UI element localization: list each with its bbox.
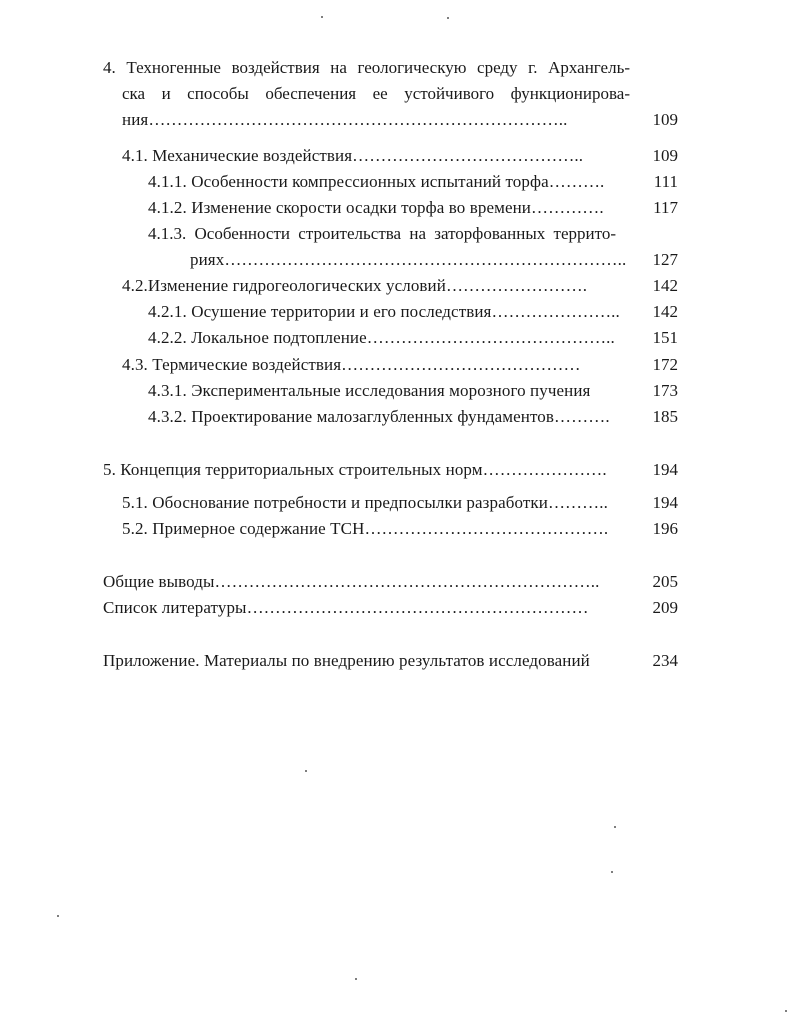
toc-s412-page: 117 [653, 198, 678, 217]
toc-s432: 4.3.2. Проектирование малозаглубленных фундаментов………. [148, 407, 610, 426]
toc-s431-page: 173 [652, 381, 678, 400]
toc-s52: 5.2. Примерное содержание ТСН……………………………………. [122, 519, 609, 538]
toc-s51-page: 194 [652, 493, 678, 512]
toc-s432-page: 185 [652, 407, 678, 426]
toc-conclusions-page: 205 [652, 572, 678, 591]
scan-speck [785, 1010, 787, 1012]
toc-s51: 5.1. Обоснование потребности и предпосылки разработки……….. [122, 493, 608, 512]
scan-speck [57, 915, 59, 917]
toc-ch4-line3: ния……………………………………………………………….. [122, 110, 568, 129]
toc-appendix: Приложение. Материалы по внедрению результатов исследований [103, 651, 590, 670]
toc-s412: 4.1.2. Изменение скорости осадки торфа во времени…………. [148, 198, 604, 217]
toc-s43-page: 172 [652, 355, 678, 374]
toc-s411: 4.1.1. Особенности компрессионных испытаний торфа………. [148, 172, 605, 191]
toc-s41: 4.1. Механические воздействия………………………………….. [122, 146, 584, 165]
toc-ch4-line1: 4. Техногенные воздействия на геологическую среду г. Архангель- [103, 58, 630, 77]
toc-s413-line2: риях…………………………………………………………….. [190, 250, 627, 269]
toc-appendix-page: 234 [652, 651, 678, 670]
toc-s43: 4.3. Термические воздействия…………………………………… [122, 355, 581, 374]
toc-s411-page: 111 [653, 172, 678, 191]
scan-speck [355, 978, 357, 980]
toc-ch5: 5. Концепция территориальных строительных норм…………………. [103, 460, 607, 479]
toc-conclusions: Общие выводы………………………………………………………….. [103, 572, 600, 591]
toc-ch4-line2: ска и способы обеспечения ее устойчивого функционирова- [122, 84, 630, 103]
toc-references-page: 209 [652, 598, 678, 617]
scan-speck [321, 16, 323, 18]
toc-s421-page: 142 [652, 302, 678, 321]
toc-ch5-page: 194 [652, 460, 678, 479]
toc-s422-page: 151 [652, 328, 678, 347]
toc-references: Список литературы…………………………………………………… [103, 598, 589, 617]
toc-s42-page: 142 [652, 276, 678, 295]
scan-speck [305, 770, 307, 772]
toc-s421: 4.2.1. Осушение территории и его последствия………………….. [148, 302, 620, 321]
toc-ch4-page: 109 [652, 110, 678, 129]
toc-s431: 4.3.1. Экспериментальные исследования морозного пучения [148, 381, 591, 400]
scan-speck [614, 826, 616, 828]
scan-speck [447, 17, 449, 19]
toc-s413-line1: 4.1.3. Особенности строительства на заторфованных террито- [148, 224, 616, 243]
toc-s413-page: 127 [652, 250, 678, 269]
toc-s41-page: 109 [652, 146, 678, 165]
toc-s52-page: 196 [652, 519, 678, 538]
scan-speck [611, 871, 613, 873]
toc-s42: 4.2.Изменение гидрогеологических условий……………………. [122, 276, 588, 295]
toc-s422: 4.2.2. Локальное подтопление…………………………………….. [148, 328, 615, 347]
